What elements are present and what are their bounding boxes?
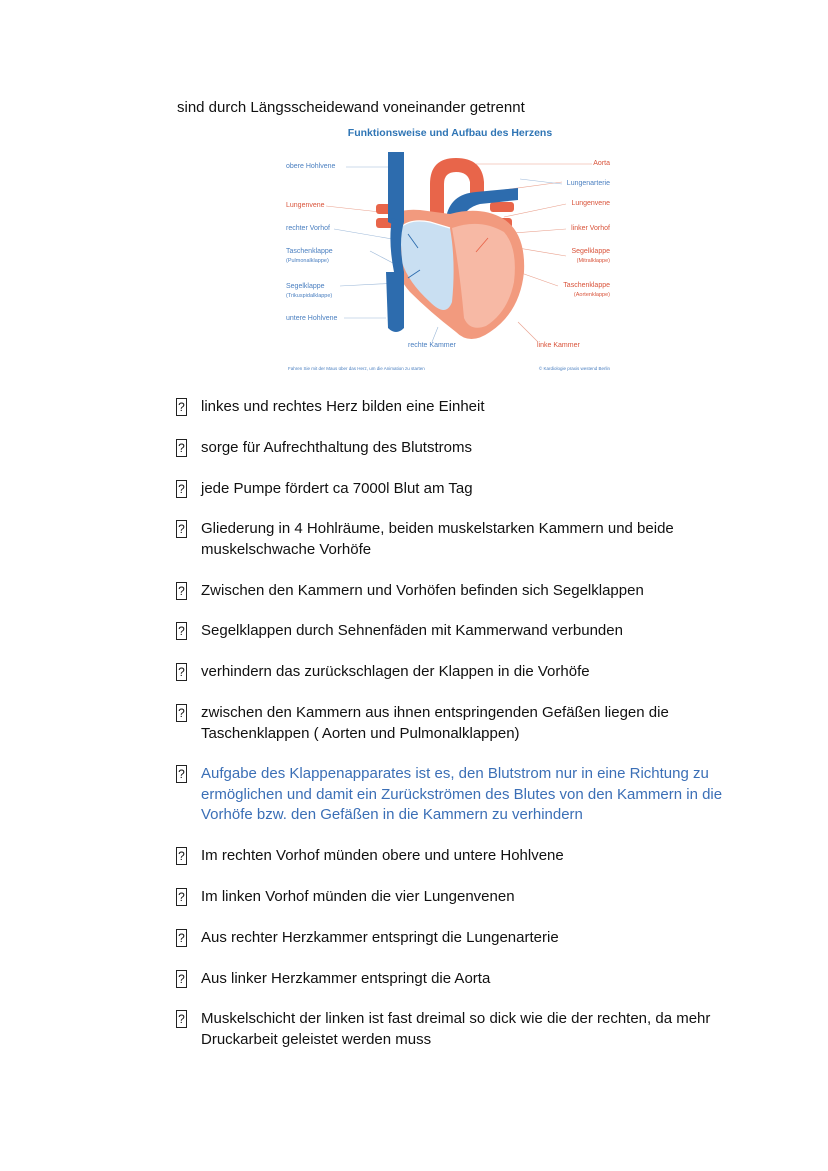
diagram-copyright: © Kardiologie praxis westend Berlin	[538, 366, 610, 371]
list-item	[176, 887, 736, 908]
missing-glyph-icon: ?	[176, 970, 187, 988]
list-item-text: Muskelschicht der linken ist fast dreimal so dick wie die der rechten, da mehr Druckarbeit geleistet werden muss	[201, 1010, 711, 1048]
list-item-text: jede Pumpe fördert ca 7000l Blut am Tag	[201, 479, 473, 497]
label-untere-hohlvene: untere Hohlvene	[286, 315, 338, 322]
label-aorta: Aorta	[593, 160, 610, 167]
list-item-text: zwischen den Kammern aus ihnen entspringenden Gefäßen liegen die Taschenklappen ( Aorten und Pulmonalklappen)	[201, 704, 669, 742]
label-rechte-kammer: rechte Kammer	[408, 342, 456, 349]
missing-glyph-icon: ?	[176, 765, 187, 783]
list-item	[176, 969, 736, 990]
list-item	[176, 662, 736, 683]
list-item	[176, 928, 736, 949]
missing-glyph-icon: ?	[176, 439, 187, 457]
heart-diagram	[280, 122, 620, 380]
list-item	[176, 519, 736, 560]
list-item-text: Zwischen den Kammern und Vorhöfen befinden sich Segelklappen	[201, 581, 644, 599]
label-lungenvene-left: Lungenvene	[286, 202, 325, 209]
missing-glyph-icon: ?	[176, 663, 187, 681]
diagram-title: Funktionsweise und Aufbau des Herzens	[347, 127, 553, 139]
list-item-text: Aus linker Herzkammer entspringt die Aorta	[201, 969, 491, 987]
list-item-text: Segelklappen durch Sehnenfäden mit Kammerwand verbunden	[201, 622, 623, 640]
label-taschenklappe-right: Taschenklappe	[563, 282, 610, 289]
list-item	[176, 1009, 736, 1050]
label-lungenvene-right: Lungenvene	[571, 200, 610, 207]
list-item	[176, 621, 736, 642]
missing-glyph-icon: ?	[176, 520, 187, 538]
list-item	[176, 581, 736, 602]
label-segelklappe-left: Segelklappe	[286, 283, 325, 290]
missing-glyph-icon: ?	[176, 480, 187, 498]
missing-glyph-icon: ?	[176, 847, 187, 865]
list-item	[176, 846, 736, 867]
missing-glyph-icon: ?	[176, 888, 187, 906]
list-item-text: verhindern das zurückschlagen der Klappen in die Vorhöfe	[201, 663, 590, 681]
list-item-text: Gliederung in 4 Hohlräume, beiden muskelstarken Kammern und beide muskelschwache Vorhöfe	[201, 520, 674, 558]
label-trikuspidalklappe: (Trikuspidalklappe)	[286, 293, 333, 299]
list-item	[176, 438, 736, 459]
list-item-highlighted	[176, 764, 736, 826]
list-item-text: Aus rechter Herzkammer entspringt die Lungenarterie	[201, 928, 559, 946]
label-obere-hohlvene: obere Hohlvene	[286, 163, 336, 170]
missing-glyph-icon: ?	[176, 929, 187, 947]
label-mitralklappe: (Mitralklappe)	[576, 258, 610, 264]
label-linke-kammer: linke Kammer	[537, 342, 580, 349]
label-rechter-vorhof: rechter Vorhof	[286, 225, 330, 232]
label-pulmonalklappe: (Pulmonalklappe)	[286, 258, 329, 264]
label-segelklappe-right: Segelklappe	[571, 248, 610, 255]
missing-glyph-icon: ?	[176, 704, 187, 722]
bullet-list	[176, 397, 736, 1071]
list-item-text: Im rechten Vorhof münden obere und untere Hohlvene	[201, 847, 564, 865]
label-linker-vorhof: linker Vorhof	[571, 225, 610, 232]
missing-glyph-icon: ?	[176, 1010, 187, 1028]
missing-glyph-icon: ?	[176, 622, 187, 640]
list-item-text: Im linken Vorhof münden die vier Lungenvenen	[201, 887, 515, 905]
label-taschenklappe-left: Taschenklappe	[286, 248, 333, 255]
missing-glyph-icon: ?	[176, 398, 187, 416]
label-lungenarterie: Lungenarterie	[566, 180, 610, 187]
list-item	[176, 703, 736, 744]
list-item	[176, 397, 736, 418]
list-item-text: sorge für Aufrechthaltung des Blutstroms	[201, 438, 472, 456]
list-item-text: linkes und rechtes Herz bilden eine Einheit	[201, 398, 485, 415]
diagram-footer-note: Fahren Sie mit der Maus über das Herz, um die Animation zu starten	[288, 366, 425, 371]
intro-text: sind durch Längsscheidewand voneinander getrennt	[177, 99, 525, 116]
list-item-text: Aufgabe des Klappenapparates ist es, den Blutstrom nur in eine Richtung zu ermöglichen und damit ein Zurückströmen des Blutes von den Kammern in die Vorhöfe bzw. den Gefäßen in die Kammern zu verhindern	[201, 765, 723, 824]
missing-glyph-icon: ?	[176, 582, 187, 600]
list-item	[176, 479, 736, 500]
label-aortenklappe: (Aortenklappe)	[573, 292, 610, 298]
